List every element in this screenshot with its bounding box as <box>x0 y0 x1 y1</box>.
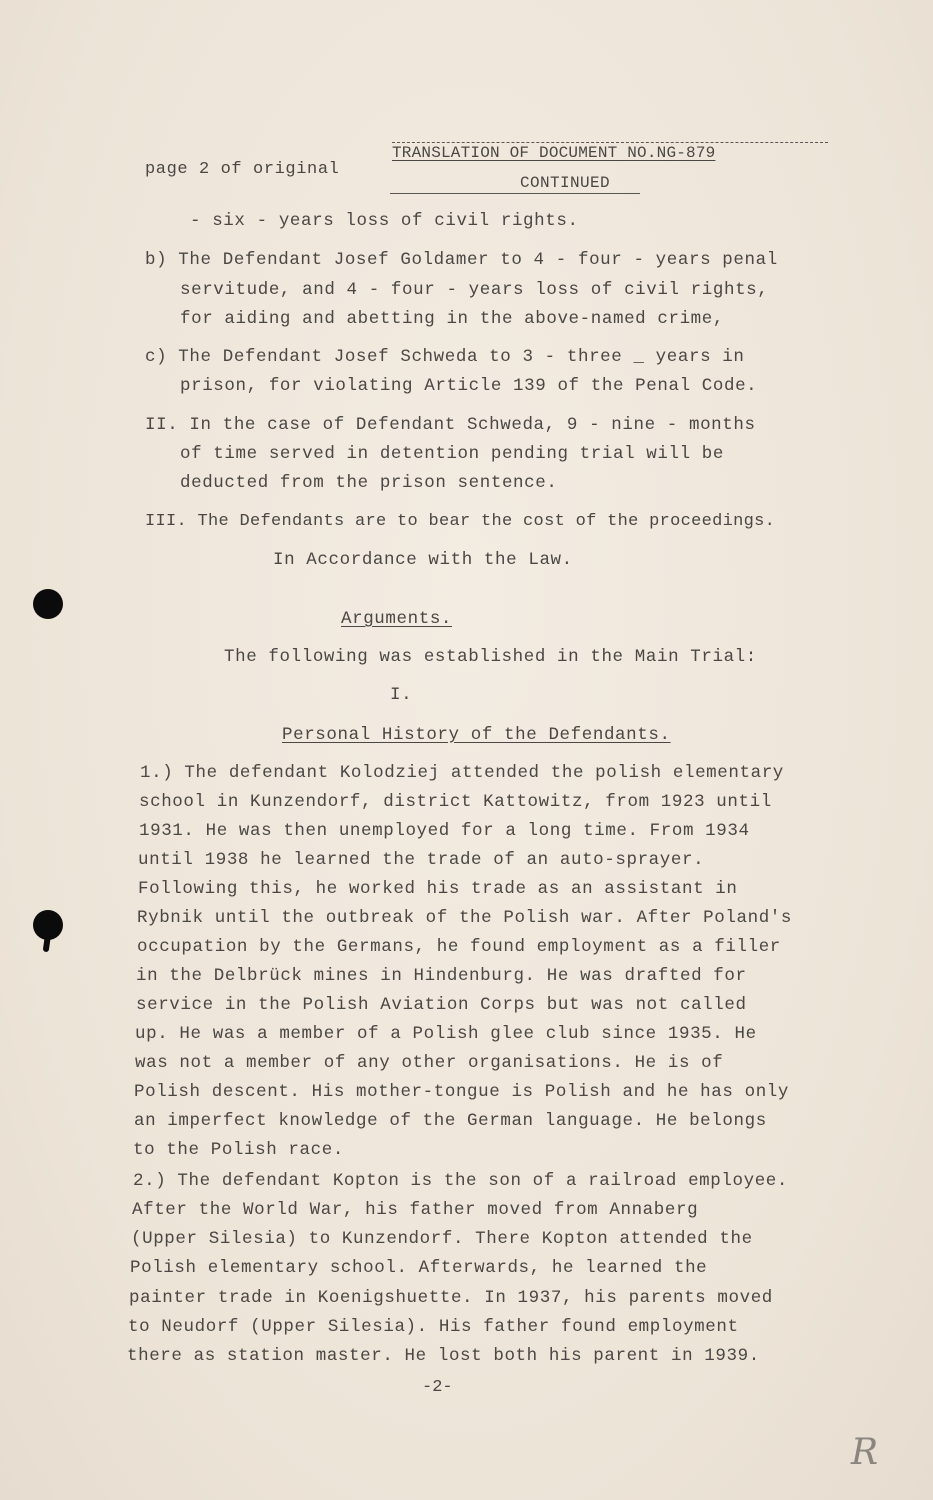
text-line: (Upper Silesia) to Kunzendorf. There Kopton attended the <box>131 1229 753 1249</box>
text-line: an imperfect knowledge of the German language. He belongs <box>134 1111 767 1131</box>
text-line: was not a member of any other organisations. He is of <box>135 1053 724 1073</box>
text-line: Polish descent. His mother-tongue is Polish and he has only <box>134 1082 790 1102</box>
section-number: I. <box>390 685 413 705</box>
text-line: prison, for violating Article 139 of the Penal Code. <box>180 376 758 396</box>
text-line: painter trade in Koenigshuette. In 1937, his parents moved <box>129 1288 773 1308</box>
text-line: Rybnik until the outbreak of the Polish war. After Poland's <box>137 908 793 928</box>
punch-hole <box>33 910 63 940</box>
header-rule <box>392 142 828 143</box>
document-title: TRANSLATION OF DOCUMENT NO.NG-879 <box>392 144 716 162</box>
text-line: occupation by the Germans, he found employment as a filler <box>137 937 781 957</box>
text-line: 1.) The defendant Kolodziej attended the polish elementary <box>140 763 784 783</box>
text-line: III. The Defendants are to bear the cost of the proceedings. <box>145 512 776 531</box>
section-heading: Personal History of the Defendants. <box>282 725 671 745</box>
page-number: -2- <box>422 1378 453 1397</box>
punch-hole <box>33 589 63 619</box>
text-line: After the World War, his father moved from Annaberg <box>132 1200 699 1220</box>
text-line: servitude, and 4 - four - years loss of civil rights, <box>180 280 769 300</box>
text-line: up. He was a member of a Polish glee club since 1935. He <box>135 1024 757 1044</box>
text-line: of time served in detention pending trial will be <box>180 444 724 464</box>
text-line: Following this, he worked his trade as an assistant in <box>138 879 738 899</box>
text-line: II. In the case of Defendant Schweda, 9 - nine - months <box>145 415 756 435</box>
section-heading: Arguments. <box>341 609 453 629</box>
text-line: b) The Defendant Josef Goldamer to 4 - four - years penal <box>145 250 778 270</box>
handwritten-initial: R <box>851 1432 879 1473</box>
text-line: until 1938 he learned the trade of an auto-sprayer. <box>138 850 705 870</box>
text-line: for aiding and abetting in the above-named crime, <box>180 309 724 329</box>
text-line: in the Delbrück mines in Hindenburg. He was drafted for <box>136 966 747 986</box>
text-line: Polish elementary school. Afterwards, he learned the <box>130 1258 708 1278</box>
text-line: service in the Polish Aviation Corps but was not called <box>136 995 747 1015</box>
text-line: deducted from the prison sentence. <box>180 473 558 493</box>
header-rule <box>390 193 640 194</box>
text-line: there as station master. He lost both his parent in 1939. <box>127 1346 760 1366</box>
text-line: The following was established in the Main Trial: <box>224 647 757 667</box>
page-reference: page 2 of original <box>145 160 340 179</box>
text-line: c) The Defendant Josef Schweda to 3 - three _ years in <box>145 347 745 367</box>
text-line: school in Kunzendorf, district Kattowitz, from 1923 until <box>139 792 772 812</box>
text-line: 2.) The defendant Kopton is the son of a railroad employee. <box>133 1171 789 1191</box>
text-line: - six - years loss of civil rights. <box>190 211 579 231</box>
text-line: In Accordance with the Law. <box>273 550 573 570</box>
continued-label: CONTINUED <box>520 174 611 192</box>
text-line: to Neudorf (Upper Silesia). His father found employment <box>128 1317 739 1337</box>
text-line: 1931. He was then unemployed for a long time. From 1934 <box>139 821 750 841</box>
text-line: to the Polish race. <box>133 1140 344 1160</box>
